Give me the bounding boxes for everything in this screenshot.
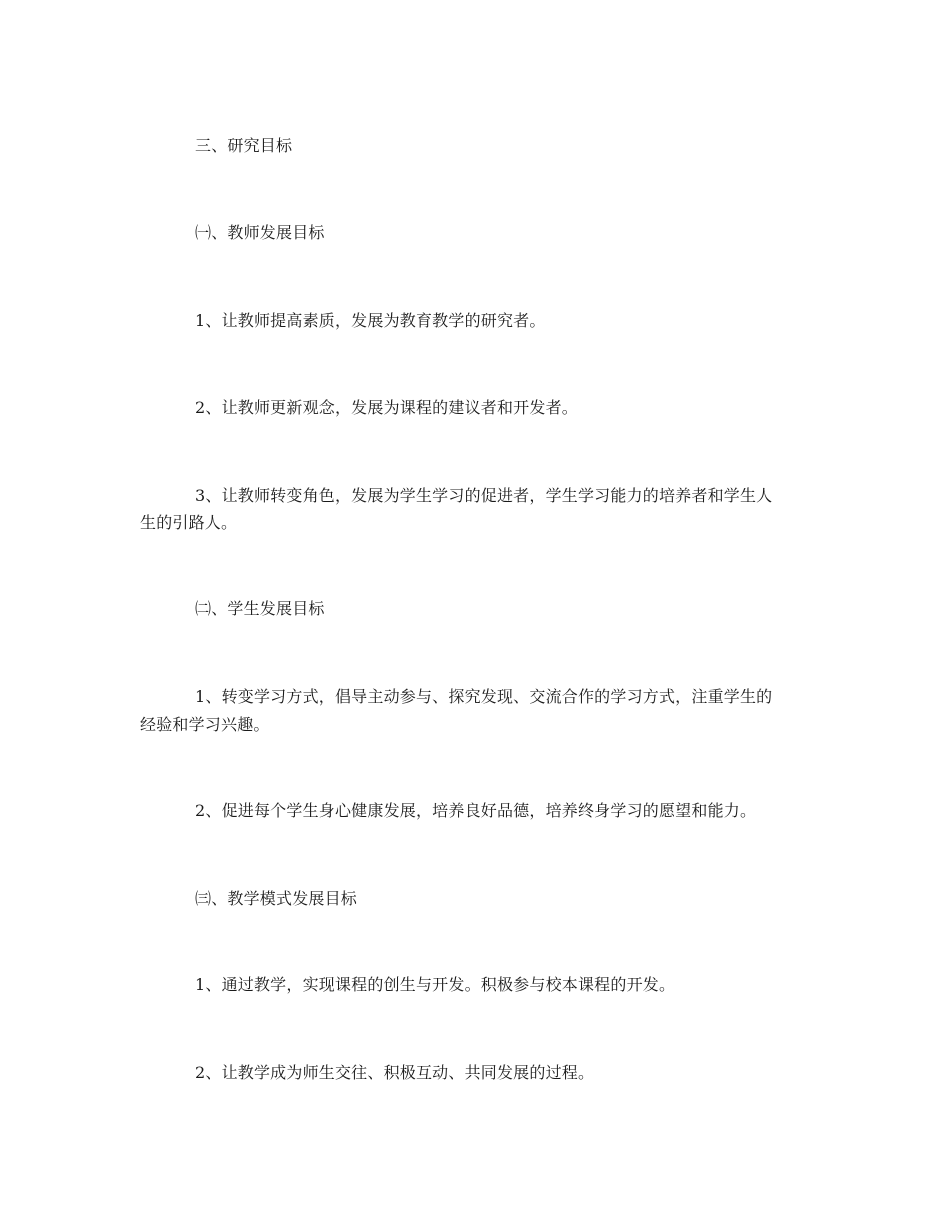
teaching-mode-goal-2: 2、让教学成为师生交往、积极互动、共同发展的过程。	[195, 1063, 595, 1082]
teacher-goal-2: 2、让教师更新观念，发展为课程的建议者和开发者。	[195, 398, 578, 417]
section-heading: 三、研究目标	[195, 136, 293, 155]
student-goal-2: 2、促进每个学生身心健康发展，培养良好品德，培养终身学习的愿望和能力。	[195, 801, 757, 820]
teaching-mode-goals-heading: ㈢、教学模式发展目标	[195, 889, 358, 908]
teacher-goal-3-line-2: 生的引路人。	[140, 513, 238, 532]
teacher-goal-1: 1、让教师提高素质，发展为教育教学的研究者。	[195, 311, 546, 330]
student-goal-1-line-2: 经验和学习兴趣。	[140, 715, 270, 734]
teacher-goals-heading: ㈠、教师发展目标	[195, 223, 325, 242]
student-goal-1-line-1: 1、转变学习方式，倡导主动参与、探究发现、交流合作的学习方式，注重学生的	[195, 687, 773, 706]
teacher-goal-3-line-1: 3、让教师转变角色，发展为学生学习的促进者，学生学习能力的培养者和学生人	[195, 486, 773, 505]
student-goals-heading: ㈡、学生发展目标	[195, 599, 325, 618]
teaching-mode-goal-1: 1、通过教学，实现课程的创生与开发。积极参与校本课程的开发。	[195, 975, 676, 994]
